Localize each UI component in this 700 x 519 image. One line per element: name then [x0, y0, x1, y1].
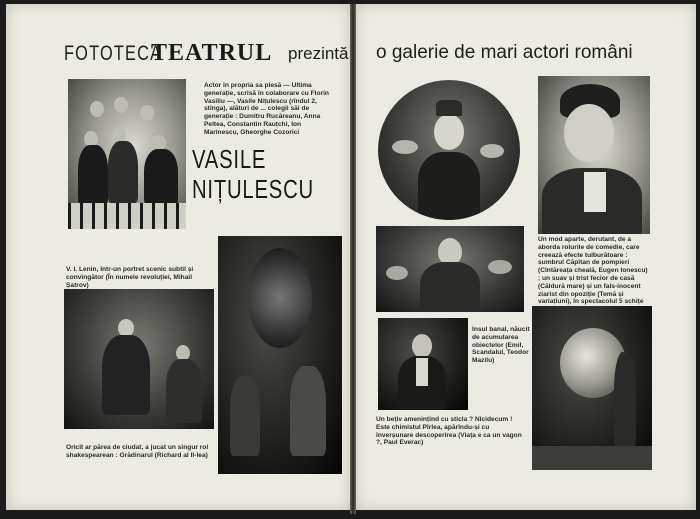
magazine-spread — [6, 4, 696, 514]
actor-last-name: NIȚULESCU — [192, 174, 314, 204]
caption-betiv: Un bețiv amenințind cu sticla ? Nicidecum ! Este chimistul Pîrlea, apărîndu-și cu înverșunare descoperirea (Viața e ca un vagon ?, Paul Everac) — [376, 416, 522, 447]
young-actor-portrait-photo — [538, 76, 650, 234]
caption-gradinarul: Oricît ar părea de ciudat, a jucat un singur rol shakespearean : Grădinarul (Richard al II-lea) — [66, 444, 209, 459]
caption-ultima-generatie: Actor în propria sa piesă — Ultima generație, scrisă în colaborare cu Florin Vasiliu —, Vasile Nițulescu (rîndul 2, stînga), alături de ... colegii săi de generație : Dumitru Rucăreanu, Anna Peltea, Constantin Rauțchi, Ion Marinescu, Gheorghe Cozorici — [204, 82, 329, 136]
right-page — [356, 4, 696, 510]
caption-capitan: Un mod aparte, derutant, de a aborda rolurile de comedie, care creează efecte tulburătoare : sumbrul Căpitan de pompieri (Cîntăreața cheală, Eugen Ionescu) ; un suav și trist fecior de casă (Căldură mare) și un fals-inocent ziarist din opoziție (Temă și variațiuni), în spectacolul 5 schițe — [538, 236, 648, 306]
caption-insul-banal: Insul banal, năucit de acumularea obiectelor (Emil, Scandalul, Teodor Mazilu) — [472, 326, 530, 365]
actor-name — [192, 144, 314, 204]
caption-lenin: V. I. Lenin, într-un portret scenic subtil și convingător (În numele revoluției, Mihail Șatrov) — [66, 266, 194, 289]
left-page — [6, 4, 350, 510]
lenin-portrait-photo — [64, 289, 214, 429]
betiv-sticla-photo — [532, 306, 652, 470]
round-portrait-crown-photo — [378, 80, 520, 220]
header-subtitle: o galerie de mari actori români — [376, 42, 633, 63]
capitan-pompieri-photo — [376, 226, 524, 312]
header-prezinta: prezintă — [288, 44, 349, 63]
header-teatrul-logo: TEATRUL — [151, 40, 273, 66]
header-fototeca: FOTOTECA — [64, 42, 163, 65]
insul-banal-photo — [378, 318, 468, 410]
group-photo-ultima-generatie — [68, 79, 186, 229]
gradinarul-stage-photo — [218, 236, 342, 474]
actor-first-name: VASILE — [192, 144, 267, 174]
